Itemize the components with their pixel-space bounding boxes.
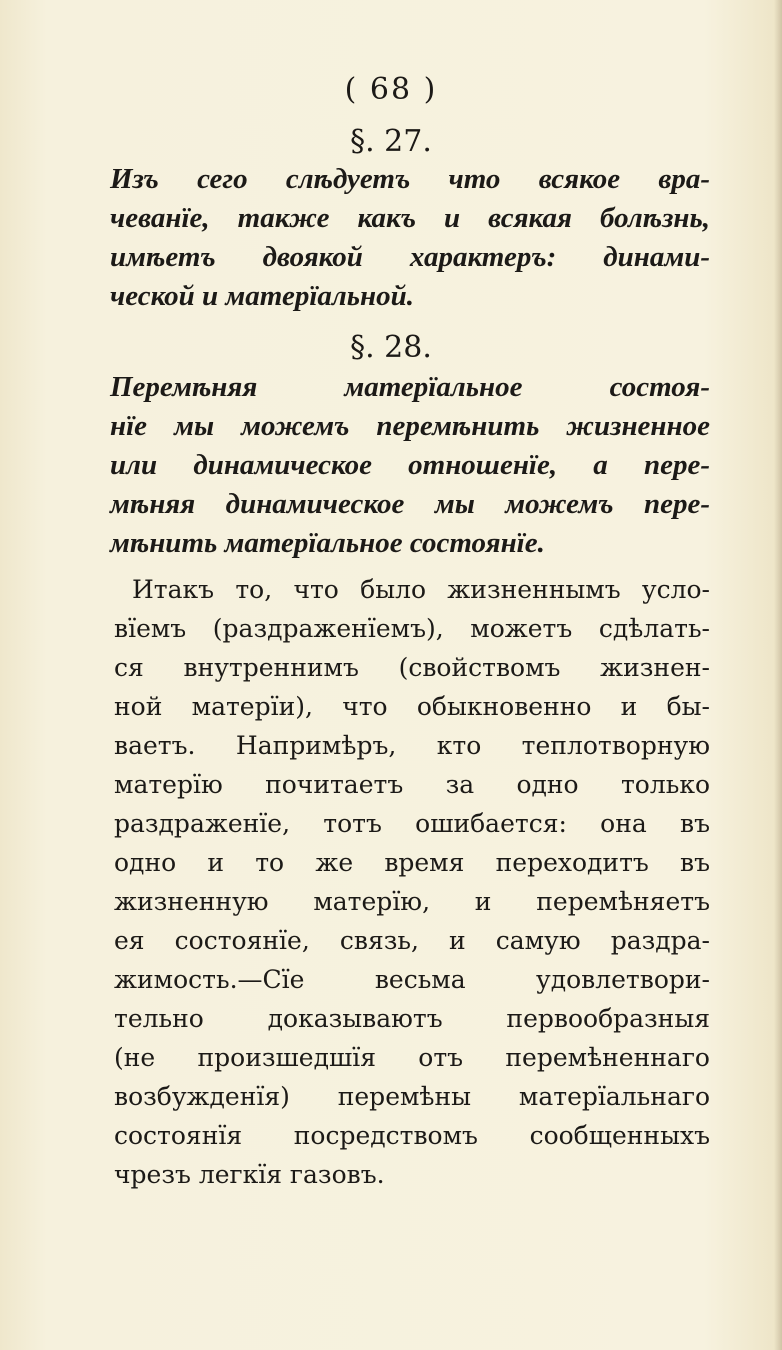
text-line: (не произшедшїя отъ перемѣненнаго	[114, 1043, 710, 1072]
text-line: матерїю почитаетъ за одно только	[114, 770, 710, 799]
text-line: одно и то же время переходитъ въ	[114, 848, 710, 877]
section-27-heading: §. 27.	[350, 124, 432, 159]
page-number: ( 68 )	[344, 72, 438, 107]
text-line: Перемѣняя матерїальное состоя-	[110, 371, 710, 403]
text-line: чеванїе, также какъ и всякая болѣзнь,	[110, 202, 710, 234]
text-line: состоянїя посредствомъ сообщенныхъ	[114, 1121, 710, 1150]
text-line: ваетъ. Напримѣръ, кто теплотворную	[114, 731, 710, 760]
text-line: тельно доказываютъ первообразныя	[114, 1004, 710, 1033]
text-line: мѣнить матерїальное состоянїе.	[110, 527, 545, 559]
text-line: раздраженїе, тотъ ошибается: она въ	[114, 809, 710, 838]
text-line: жимость.—Сїе весьма удовлетвори-	[114, 965, 710, 994]
text-line: ся внутреннимъ (свойствомъ жизнен-	[114, 653, 710, 682]
text-line: вїемъ (раздраженїемъ), можетъ сдѣлать-	[114, 614, 710, 643]
text-line: Итакъ то, что было жизненнымъ усло-	[132, 575, 710, 604]
page-edge-shadow	[774, 0, 782, 1350]
section-28-heading: §. 28.	[350, 330, 432, 365]
text-line: ческой и матерїальной.	[110, 280, 415, 312]
text-line: нїе мы можемъ перемѣнить жизненное	[110, 410, 710, 442]
text-line: возбужденїя) перемѣны матерїальнаго	[114, 1082, 710, 1111]
text-line: мѣняя динамическое мы можемъ пере-	[110, 488, 710, 520]
text-line: Изъ сего слѣдуетъ что всякое вра-	[110, 163, 710, 195]
section-27-paragraph	[110, 160, 710, 316]
text-line: жизненную матерїю, и перемѣняетъ	[114, 887, 710, 916]
body-paragraph	[114, 570, 710, 1194]
text-line: ной матерїи), что обыкновенно и бы-	[114, 692, 710, 721]
text-line: ея состоянїе, связь, и самую раздра-	[114, 926, 710, 955]
text-line: имѣетъ двоякой характеръ: динами-	[110, 241, 710, 273]
text-line: чрезъ легкїя газовъ.	[114, 1160, 385, 1189]
text-line: или динамическое отношенїе, а пере-	[110, 449, 710, 481]
section-28-paragraph	[110, 368, 710, 563]
